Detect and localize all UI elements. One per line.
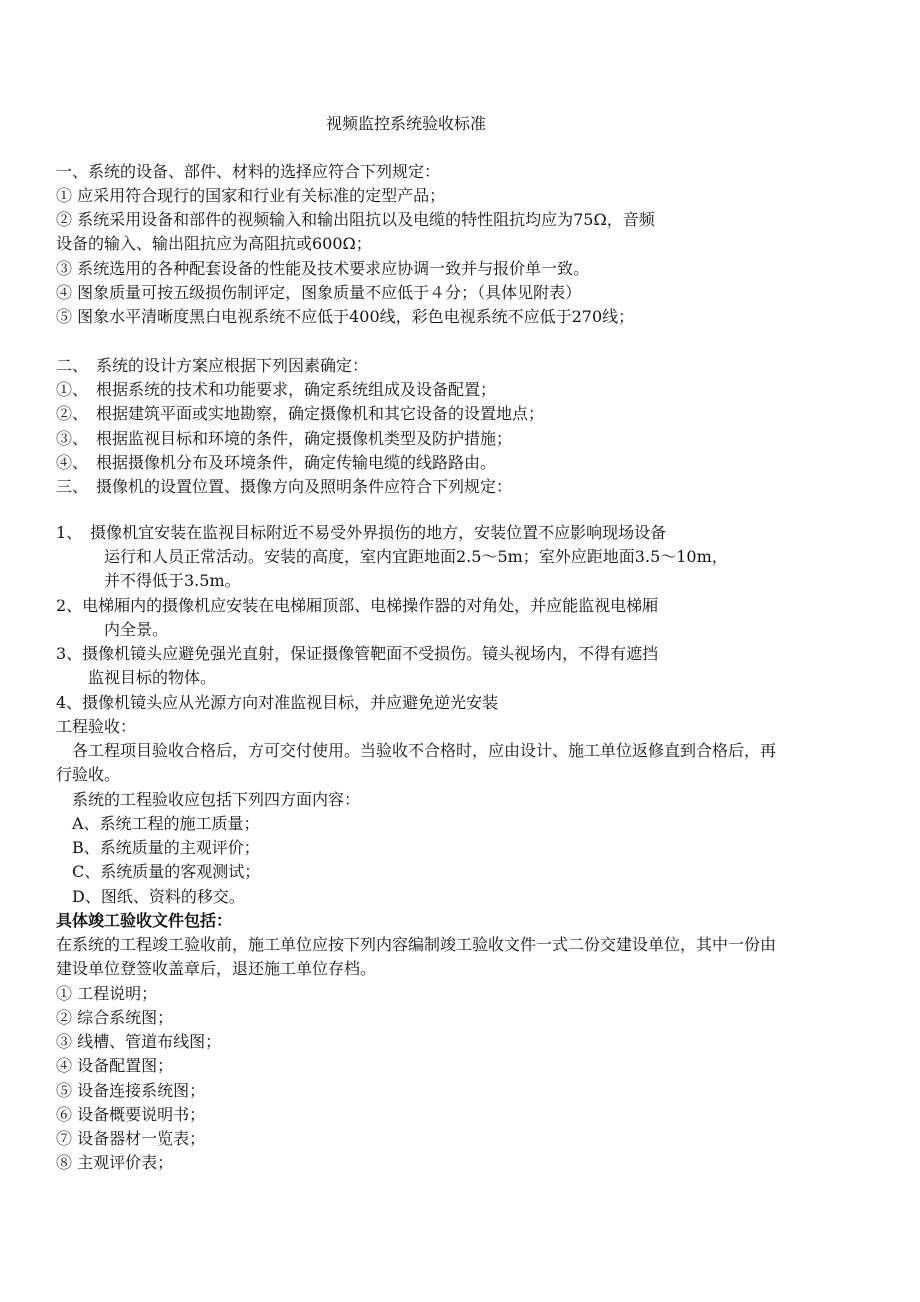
acceptance-item: C、系统质量的客观测试； <box>72 862 261 881</box>
section2-heading: 二、 系统的设计方案应根据下列因素确定： <box>56 356 369 375</box>
section3-item-continuation: 监视目标的物体。 <box>88 668 217 687</box>
section1-heading: 一、系统的设备、部件、材料的选择应符合下列规定： <box>56 162 441 181</box>
section1-item: ① 应采用符合现行的国家和行业有关标准的定型产品； <box>56 186 446 205</box>
documents-item: ④ 设备配置图； <box>56 1056 174 1075</box>
section2-item: ②、 根据建筑平面或实地勘察，确定摄像机和其它设备的设置地点； <box>56 404 545 423</box>
acceptance-paragraph-continuation: 行验收。 <box>56 765 121 784</box>
section3-item-continuation: 并不得低于3.5m。 <box>104 571 241 590</box>
section3-item: 1、 摄像机宜安装在监视目标附近不易受外界损伤的地方，安装位置不应影响现场设备 <box>56 523 667 542</box>
document-title: 视频监控系统验收标准 <box>326 114 487 133</box>
documents-item: ② 综合系统图； <box>56 1008 174 1027</box>
documents-paragraph-continuation: 建设单位登签收盖章后，退还施工单位存档。 <box>56 959 377 978</box>
documents-item: ③ 线槽、管道布线图； <box>56 1032 222 1051</box>
acceptance-intro: 系统的工程验收应包括下列四方面内容： <box>72 790 361 809</box>
documents-paragraph: 在系统的工程竣工验收前，施工单位应按下列内容编制竣工验收文件一式二份交建设单位，其中一份由 <box>56 935 777 954</box>
acceptance-paragraph: 各工程项目验收合格后，方可交付使用。当验收不合格时，应由设计、施工单位返修直到合格后，再 <box>72 741 777 760</box>
section1-item-continuation: 设备的输入、输出阻抗应为高阻抗或600Ω； <box>56 234 372 253</box>
acceptance-heading: 工程验收： <box>56 717 137 736</box>
acceptance-item: D、图纸、资料的移交。 <box>72 887 245 906</box>
section1-item: ④ 图象质量可按五级损伤制评定，图象质量不应低于４分；（具体见附表） <box>56 283 582 302</box>
section2-item: ③、 根据监视目标和环境的条件，确定摄像机类型及防护措施； <box>56 429 513 448</box>
documents-item: ⑦ 设备器材一览表； <box>56 1129 206 1148</box>
section1-item: ② 系统采用设备和部件的视频输入和输出阻抗以及电缆的特性阻抗均应为75Ω，音频 <box>56 210 655 229</box>
documents-heading: 具体竣工验收文件包括： <box>56 911 233 930</box>
documents-item: ⑤ 设备连接系统图； <box>56 1081 206 1100</box>
section1-item: ③ 系统选用的各种配套设备的性能及技术要求应协调一致并与报价单一致。 <box>56 259 590 278</box>
section3-item-continuation: 内全景。 <box>104 620 169 639</box>
section3-item: 3、摄像机镜头应避免强光直射，保证摄像管靶面不受损伤。镜头视场内，不得有遮挡 <box>56 644 659 663</box>
documents-item: ⑧ 主观评价表； <box>56 1153 174 1172</box>
section2-item: ①、 根据系统的技术和功能要求，确定系统组成及设备配置； <box>56 380 497 399</box>
section3-item: 2、电梯厢内的摄像机应安装在电梯厢顶部、电梯操作器的对角处，并应能监视电梯厢 <box>56 596 659 615</box>
section3-item: 4、摄像机镜头应从光源方向对准监视目标，并应避免逆光安装 <box>56 693 499 712</box>
acceptance-item: A、系统工程的施工质量； <box>72 814 260 833</box>
acceptance-item: B、系统质量的主观评价； <box>72 838 260 857</box>
section1-item: ⑤ 图象水平清晰度黑白电视系统不应低于400线，彩色电视系统不应低于270线； <box>56 307 635 326</box>
section3-heading: 三、 摄像机的设置位置、摄像方向及照明条件应符合下列规定： <box>56 477 513 496</box>
documents-item: ⑥ 设备概要说明书； <box>56 1105 206 1124</box>
documents-item: ① 工程说明； <box>56 984 158 1003</box>
section2-item: ④、 根据摄像机分布及环境条件，确定传输电缆的线路路由。 <box>56 453 497 472</box>
section3-item-continuation: 运行和人员正常活动。安装的高度，室内宜距地面2.5～5m；室外应距地面3.5～10m， <box>104 547 728 566</box>
